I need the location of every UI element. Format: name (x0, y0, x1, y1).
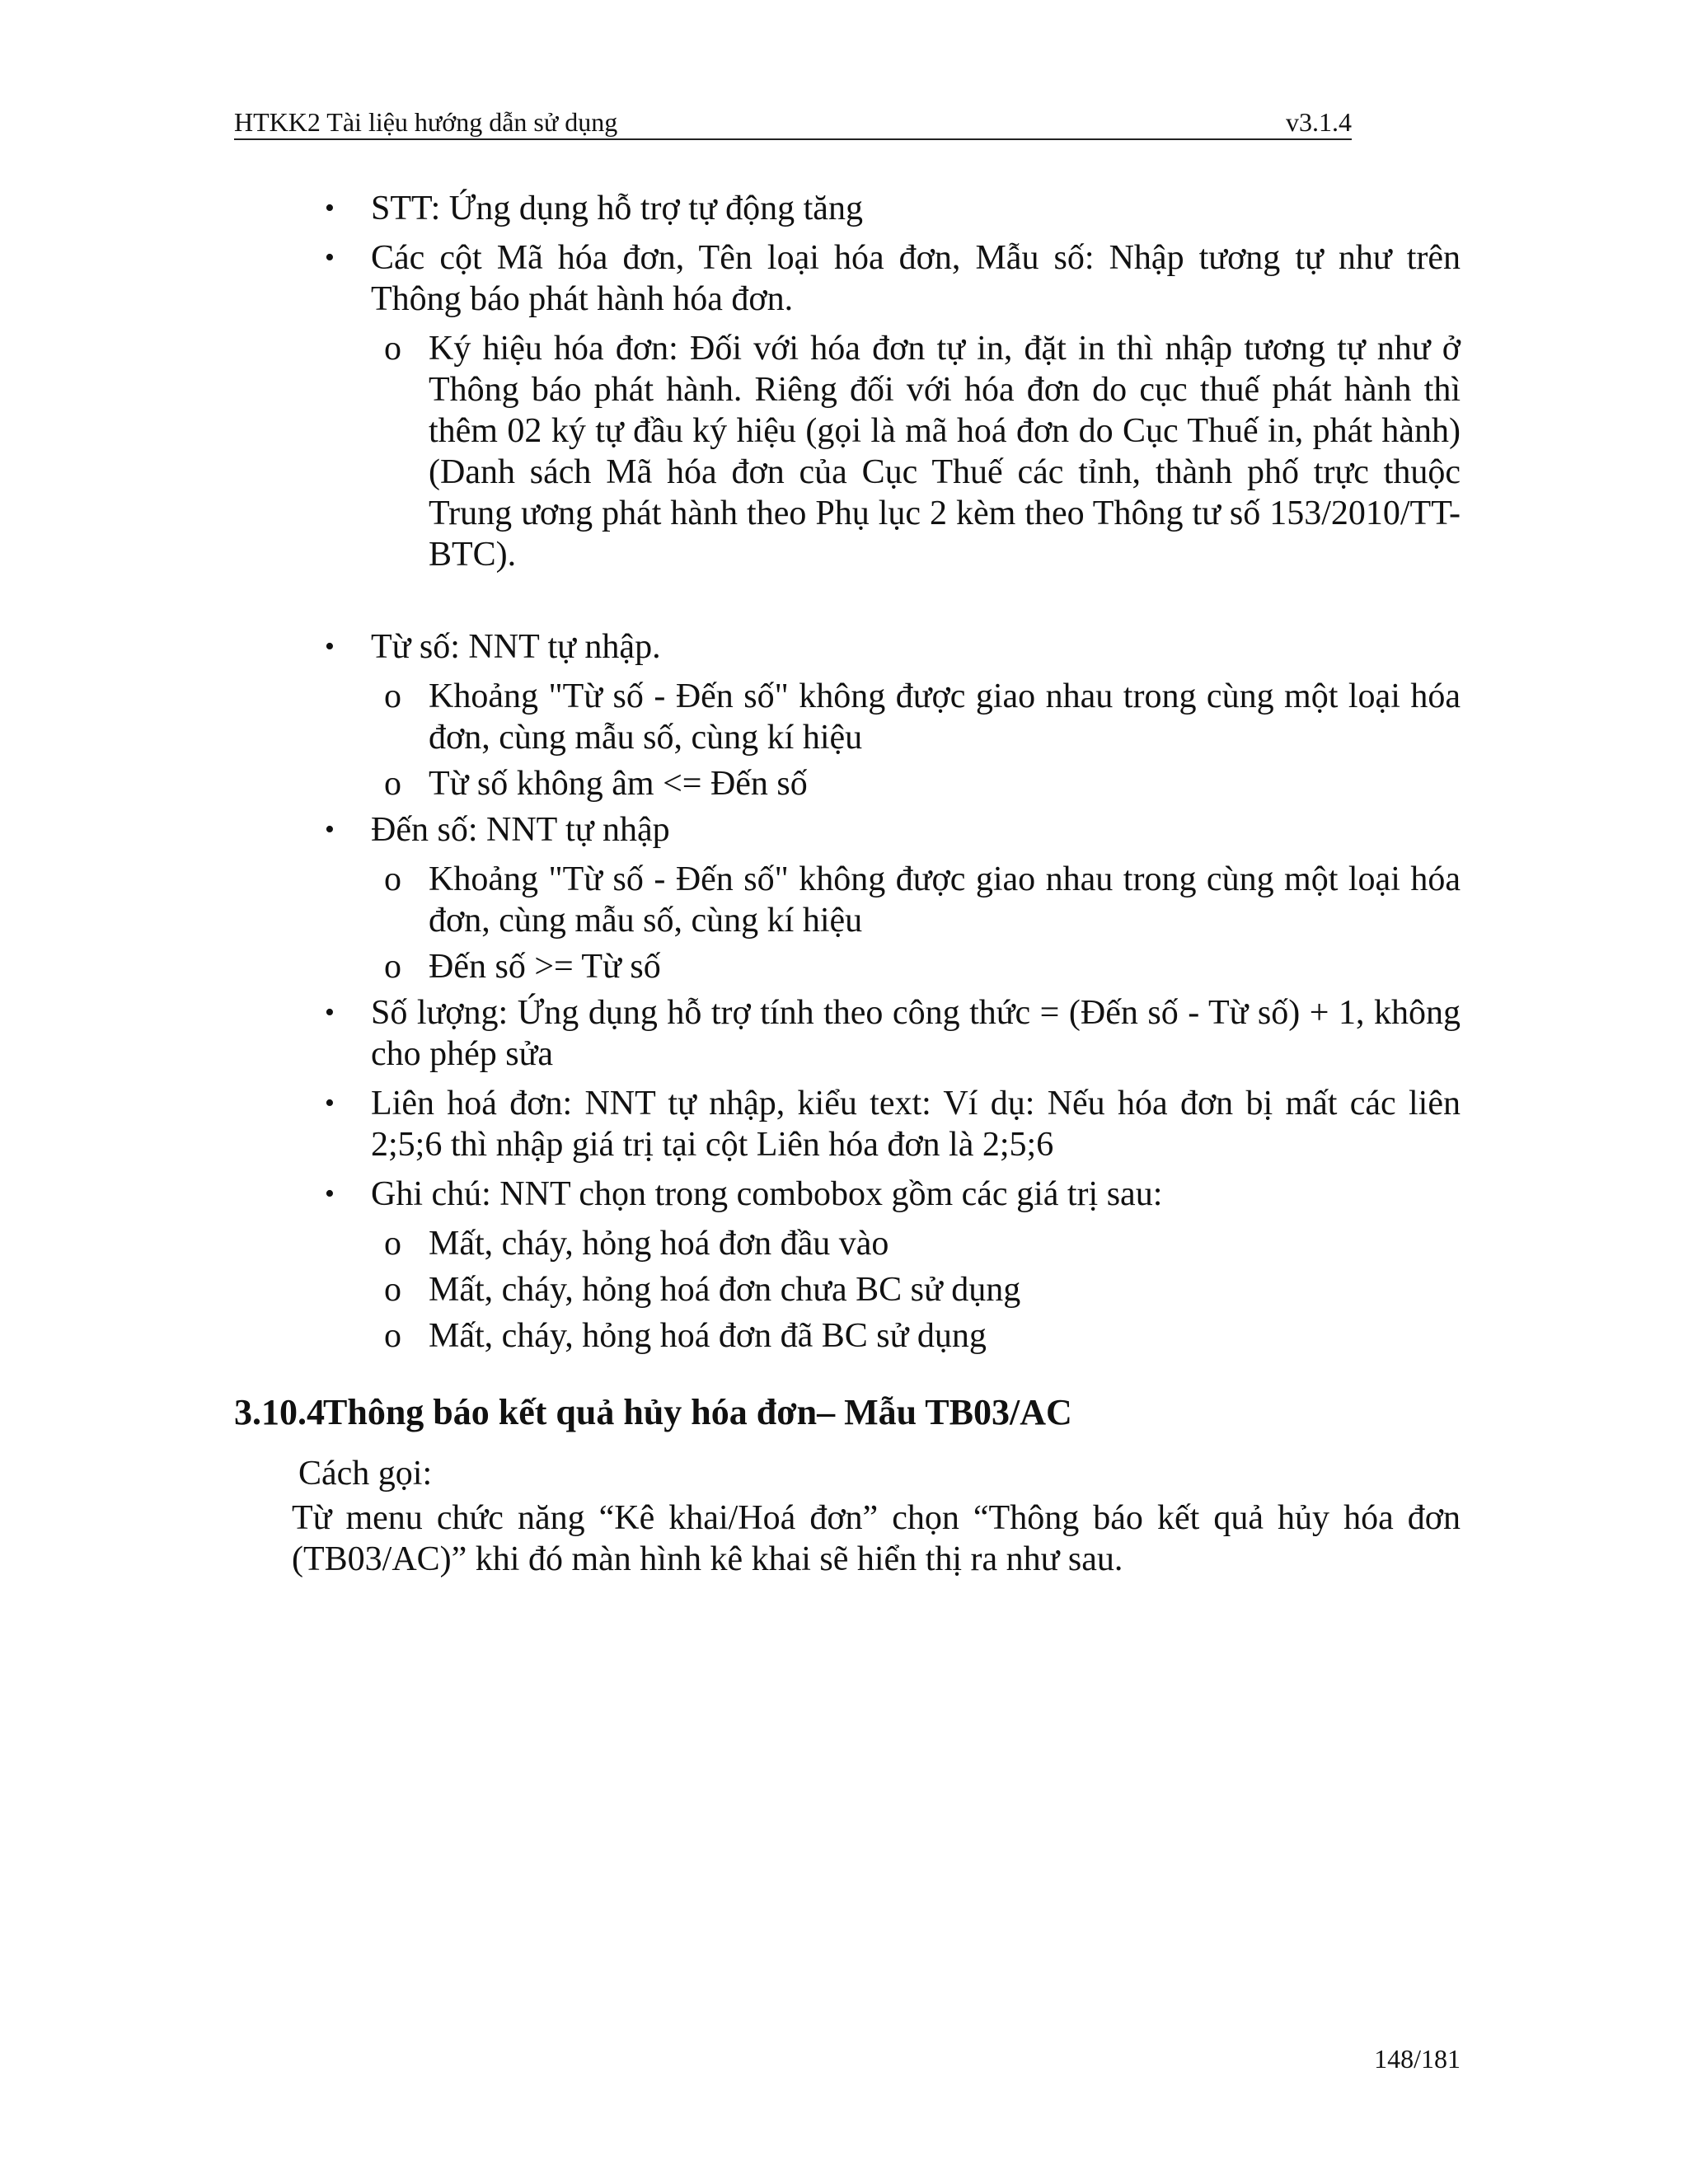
page-header (234, 105, 1352, 140)
section-heading (234, 1390, 1072, 1436)
sub-list-item (234, 1315, 1461, 1357)
sub-bullet-icon: o (384, 860, 401, 898)
bullet-icon: • (325, 631, 335, 662)
list-item (234, 992, 1461, 1075)
list-item (234, 626, 1461, 668)
bullet-icon: • (325, 1088, 335, 1118)
list-item-text: Từ số: NNT tự nhập. (371, 628, 661, 666)
list-item-text: Đến số: NNT tự nhập (371, 811, 670, 849)
section-title: Thông báo kết quả hủy hóa đơn– Mẫu TB03/AC (323, 1392, 1072, 1432)
sub-list-item (234, 946, 1461, 987)
spacer (234, 580, 1461, 626)
sub-list-item-text: Khoảng "Từ số - Đến số" không được giao nhau trong cùng một loại hóa đơn, cùng mẫu số, cùng kí hiệu (429, 860, 1461, 940)
page-number: 148/181 (1374, 2044, 1461, 2074)
bullet-icon: • (325, 193, 335, 223)
list-item (234, 809, 1461, 851)
list-item-text: Liên hoá đơn: NNT tự nhập, kiểu text: Ví dụ: Nếu hóa đơn bị mất các liên 2;5;6 thì nhập giá trị tại cột Liên hóa đơn là 2;5;6 (371, 1085, 1461, 1164)
document-body (234, 188, 1461, 1361)
sub-list-item-text: Đến số >= Từ số (429, 948, 661, 986)
sub-list-item-text: Từ số không âm <= Đến số (429, 765, 808, 803)
list-item (234, 1174, 1461, 1215)
sub-bullet-icon: o (384, 677, 401, 715)
sub-bullet-icon: o (384, 765, 401, 803)
sub-list-item (234, 1269, 1461, 1310)
bullet-icon: • (325, 1179, 335, 1209)
sub-list-item (234, 1223, 1461, 1264)
list-item (234, 237, 1461, 320)
sub-bullet-icon: o (384, 330, 401, 368)
sub-list-item-text: Mất, cháy, hỏng hoá đơn đã BC sử dụng (429, 1317, 987, 1355)
list-item-text: Các cột Mã hóa đơn, Tên loại hóa đơn, Mẫu số: Nhập tương tự như trên Thông báo phát hành hóa đơn. (371, 239, 1461, 318)
sub-bullet-icon: o (384, 1271, 401, 1309)
sub-list-item-text: Khoảng "Từ số - Đến số" không được giao nhau trong cùng một loại hóa đơn, cùng mẫu số, cùng kí hiệu (429, 677, 1461, 757)
list-item-text: STT: Ứng dụng hỗ trợ tự động tăng (371, 190, 863, 227)
section-number: 3.10.4 (234, 1392, 325, 1432)
call-description: Từ menu chức năng “Kê khai/Hoá đơn” chọn “Thông báo kết quả hủy hóa đơn (TB03/AC)” khi đó màn hình kê khai sẽ hiển thị ra như sau. (292, 1499, 1461, 1578)
sub-list-item (234, 763, 1461, 804)
call-label: Cách gọi: (298, 1455, 433, 1493)
sub-list-item-text: Mất, cháy, hỏng hoá đơn chưa BC sử dụng (429, 1271, 1021, 1309)
document-version: v3.1.4 (1286, 107, 1352, 137)
bullet-icon: • (325, 242, 335, 273)
bullet-icon: • (325, 997, 335, 1028)
list-item-text: Ghi chú: NNT chọn trong combobox gồm các giá trị sau: (371, 1175, 1163, 1213)
list-item (234, 1083, 1461, 1165)
sub-list-item-text: Ký hiệu hóa đơn: Đối với hóa đơn tự in, đặt in thì nhập tương tự như ở Thông báo phát hành. Riêng đối với hóa đơn do cục thuế phát hành thì thêm 02 ký tự đầu ký hiệu (gọi là mã hoá đơn do Cục Thuế in, phát hành) (Danh sách Mã hóa đơn của Cục Thuế các tỉnh, thành phố trực thuộc Trung ương phát hành theo Phụ lục 2 kèm theo Thông tư số 153/2010/TT-BTC). (429, 330, 1461, 574)
sub-list-item (234, 328, 1461, 575)
sub-list-item (234, 859, 1461, 941)
sub-bullet-icon: o (384, 948, 401, 986)
list-item-text: Số lượng: Ứng dụng hỗ trợ tính theo công thức = (Đến số - Từ số) + 1, không cho phép sửa (371, 994, 1461, 1073)
sub-bullet-icon: o (384, 1225, 401, 1263)
bullet-icon: • (325, 814, 335, 845)
sub-list-item-text: Mất, cháy, hỏng hoá đơn đầu vào (429, 1225, 889, 1263)
list-item (234, 188, 1461, 229)
sub-bullet-icon: o (384, 1317, 401, 1355)
document-title: HTKK2 Tài liệu hướng dẫn sử dụng (234, 107, 618, 137)
sub-list-item (234, 676, 1461, 758)
